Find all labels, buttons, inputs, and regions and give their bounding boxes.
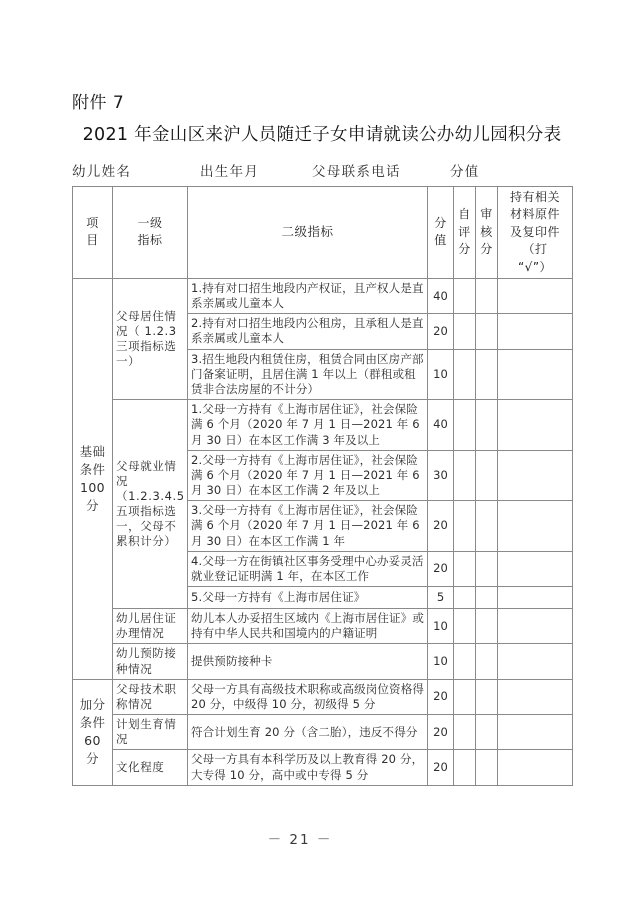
audit-score-input-cell[interactable] xyxy=(476,750,498,785)
level1-indicator: 幼儿居住证办理情况 xyxy=(113,609,188,644)
header-level1: 一级 指标 xyxy=(113,187,188,279)
self-score-input-cell[interactable] xyxy=(454,644,476,679)
form-field-labels xyxy=(72,160,572,182)
audit-score-input-cell[interactable] xyxy=(476,501,498,552)
level2-indicator: 提供预防接种卡 xyxy=(188,644,428,679)
level1-indicator: 幼儿预防接种情况 xyxy=(113,644,188,679)
self-score-input-cell[interactable] xyxy=(454,679,476,714)
table-row xyxy=(73,750,573,785)
score-value: 20 xyxy=(428,750,454,785)
score-value: 10 xyxy=(428,349,454,400)
level2-indicator: 5.父母一方持有《上海市居住证》 xyxy=(188,587,428,609)
self-score-input-cell[interactable] xyxy=(454,750,476,785)
self-score-input-cell[interactable] xyxy=(454,551,476,586)
header-self-score: 自 评 分 xyxy=(454,187,476,279)
audit-score-input-cell[interactable] xyxy=(476,679,498,714)
documents-checkbox-cell[interactable] xyxy=(498,314,573,349)
documents-checkbox-cell[interactable] xyxy=(498,587,573,609)
header-level2: 二级指标 xyxy=(188,187,428,279)
header-item: 项 目 xyxy=(73,187,113,279)
level1-indicator: 文化程度 xyxy=(113,750,188,785)
table-row xyxy=(73,400,573,451)
score-value: 20 xyxy=(428,715,454,750)
documents-checkbox-cell[interactable] xyxy=(498,715,573,750)
level2-indicator: 父母一方具有高级技术职称或高级岗位资格得 20 分，中级得 10 分，初级得 5 分 xyxy=(188,679,428,714)
audit-score-input-cell[interactable] xyxy=(476,349,498,400)
audit-score-input-cell[interactable] xyxy=(476,551,498,586)
table-row xyxy=(73,609,573,644)
table-row xyxy=(73,644,573,679)
documents-checkbox-cell[interactable] xyxy=(498,750,573,785)
header-documents: 持有相关 材料原件 及复印件 （打 “√”） xyxy=(498,187,573,279)
audit-score-input-cell[interactable] xyxy=(476,644,498,679)
documents-checkbox-cell[interactable] xyxy=(498,644,573,679)
self-score-input-cell[interactable] xyxy=(454,450,476,501)
level2-indicator: 3.招生地段内租赁住房，租赁合同由区房产部门备案证明，且居住满 1 年以上（群租或租赁非合法房屋的不计分） xyxy=(188,349,428,400)
documents-checkbox-cell[interactable] xyxy=(498,609,573,644)
score-value: 10 xyxy=(428,609,454,644)
table-row xyxy=(73,278,573,313)
score-value: 20 xyxy=(428,551,454,586)
level2-indicator: 符合计划生育 20 分（含二胎），违反不得分 xyxy=(188,715,428,750)
audit-score-input-cell[interactable] xyxy=(476,450,498,501)
score-value: 40 xyxy=(428,400,454,451)
score-field-label: 分值 xyxy=(450,164,480,180)
documents-checkbox-cell[interactable] xyxy=(498,400,573,451)
documents-checkbox-cell[interactable] xyxy=(498,349,573,400)
self-score-input-cell[interactable] xyxy=(454,501,476,552)
table-row xyxy=(73,715,573,750)
level1-indicator: 父母就业情况（1.2.3.4.5 五项指标选一，父母不累积计分） xyxy=(113,400,188,609)
level2-indicator: 1.持有对口招生地段内产权证，且产权人是直系亲属或儿童本人 xyxy=(188,278,428,313)
documents-checkbox-cell[interactable] xyxy=(498,679,573,714)
documents-checkbox-cell[interactable] xyxy=(498,501,573,552)
table-header-row xyxy=(73,187,573,279)
level2-indicator: 3.父母一方持有《上海市居住证》，社会保险满 6 个月（2020 年 7 月 1 日—2021 年 6 月 30 日）在本区工作满 1 年 xyxy=(188,501,428,552)
score-value: 20 xyxy=(428,501,454,552)
audit-score-input-cell[interactable] xyxy=(476,587,498,609)
score-value: 20 xyxy=(428,314,454,349)
level2-indicator: 2.持有对口招生地段内公租房，且承租人是直系亲属或儿童本人 xyxy=(188,314,428,349)
level2-indicator: 幼儿本人办妥招生区域内《上海市居住证》或持有中华人民共和国境内的户籍证明 xyxy=(188,609,428,644)
level2-indicator: 1.父母一方持有《上海市居住证》，社会保险满 6 个月（2020 年 7 月 1 日—2021 年 6 月 30 日）在本区工作满 3 年及以上 xyxy=(188,400,428,451)
self-score-input-cell[interactable] xyxy=(454,314,476,349)
header-score: 分 值 xyxy=(428,187,454,279)
page-number: － 21 － xyxy=(267,832,333,848)
child-name-label: 幼儿姓名 xyxy=(72,164,132,180)
documents-checkbox-cell[interactable] xyxy=(498,551,573,586)
level2-indicator: 父母一方具有本科学历及以上教育得 20 分，大专得 10 分，高中或中专得 5 分 xyxy=(188,750,428,785)
page-title: 2021 年金山区来沪人员随迁子女申请就读公办幼儿园积分表 xyxy=(82,125,562,145)
score-value: 40 xyxy=(428,278,454,313)
score-value: 10 xyxy=(428,644,454,679)
self-score-input-cell[interactable] xyxy=(454,587,476,609)
self-score-input-cell[interactable] xyxy=(454,609,476,644)
parent-phone-label: 父母联系电话 xyxy=(312,164,401,180)
audit-score-input-cell[interactable] xyxy=(476,314,498,349)
level1-indicator: 父母居住情况（ 1.2.3 三项指标选一） xyxy=(113,278,188,399)
score-table xyxy=(72,186,573,786)
audit-score-input-cell[interactable] xyxy=(476,278,498,313)
section-label: 加分 条件 60 分 xyxy=(73,679,113,785)
documents-checkbox-cell[interactable] xyxy=(498,278,573,313)
self-score-input-cell[interactable] xyxy=(454,715,476,750)
audit-score-input-cell[interactable] xyxy=(476,609,498,644)
score-value: 20 xyxy=(428,679,454,714)
section-label: 基础 条件 100 分 xyxy=(73,278,113,679)
audit-score-input-cell[interactable] xyxy=(476,400,498,451)
level1-indicator: 父母技术职称情况 xyxy=(113,679,188,714)
level2-indicator: 2.父母一方持有《上海市居住证》，社会保险满 6 个月（2020 年 7 月 1 日—2021 年 6 月 30 日）在本区工作满 2 年及以上 xyxy=(188,450,428,501)
self-score-input-cell[interactable] xyxy=(454,278,476,313)
score-value: 30 xyxy=(428,450,454,501)
audit-score-input-cell[interactable] xyxy=(476,715,498,750)
self-score-input-cell[interactable] xyxy=(454,349,476,400)
level1-indicator: 计划生育情况 xyxy=(113,715,188,750)
birth-date-label: 出生年月 xyxy=(200,164,260,180)
level2-indicator: 4.父母一方在街镇社区事务受理中心办妥灵活就业登记证明满 1 年，在本区工作 xyxy=(188,551,428,586)
score-value: 5 xyxy=(428,587,454,609)
table-row xyxy=(73,679,573,714)
self-score-input-cell[interactable] xyxy=(454,400,476,451)
attachment-label: 附件 7 xyxy=(72,93,125,113)
header-audit-score: 审 核 分 xyxy=(476,187,498,279)
documents-checkbox-cell[interactable] xyxy=(498,450,573,501)
